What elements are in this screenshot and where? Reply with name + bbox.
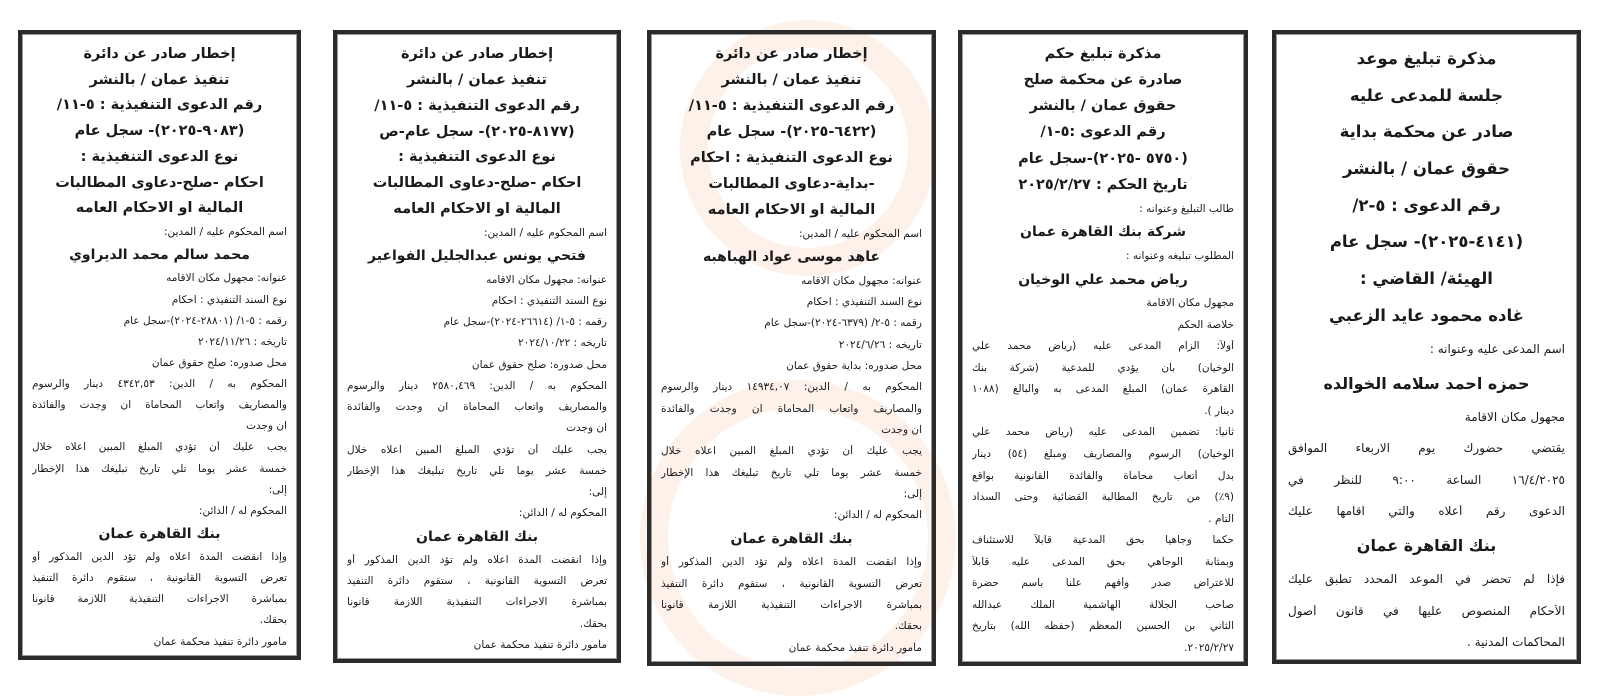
notice-text-line: التام . xyxy=(1208,512,1234,525)
notice-text-line: المحكوم به / الدين: ٤٣٤٢,٥٣ دينار والرسوم xyxy=(32,378,287,391)
notice-text-line: بمباشرة الاجراءات التنفيذية اللازمة قانونا xyxy=(661,598,922,611)
notice-text-line: يجب عليك أن تؤدي المبلغ المبين اعلاه خلال xyxy=(32,441,287,454)
notice-box-judgment-wakhyan xyxy=(958,30,1248,666)
notice-heading-line: المالية او الاحكام العامه xyxy=(75,200,244,217)
notice-text-line: (٩٪) من تاريخ المطالبة القضائية وحتى السداد xyxy=(972,491,1234,504)
notice-heading-line: (٩٠٨٣-٢٠٢٥)- سجل عام xyxy=(74,123,245,140)
notice-text-line: المحكوم به / الدين: ٢٥٨٠,٤٦٩ دينار والرسوم xyxy=(347,379,607,392)
notice-text-line: بحقك. xyxy=(579,617,607,630)
party-name: بنك القاهرة عمان xyxy=(1356,536,1497,555)
notice-text-line: وإذا انقضت المدة اعلاه ولم تؤد الدين المذكور أو xyxy=(347,553,607,566)
notice-box-hearing-khawaldeh xyxy=(1272,30,1581,664)
notice-text-line: ان وجدت xyxy=(246,420,287,433)
notice-box-execution-diraawi xyxy=(18,30,301,660)
notice-text-line: أولاً: الزام المدعى عليه (رياض محمد علي xyxy=(972,340,1234,353)
notice-text-line: محل صدوره: صلح حقوق عمان xyxy=(471,358,607,371)
notice-text-line: والمصاريف واتعاب المحاماة ان وجدت والفائدة xyxy=(661,402,922,415)
notice-text-line: خمسة عشر يوما تلي تاريخ تبليغك هذا الإخطار xyxy=(32,462,287,475)
notice-text-line: وإذا انقضت المدة اعلاه ولم تؤد الدين المذكور أو xyxy=(32,551,287,564)
notice-text-line: عنوانه: مجهول مكان الاقامه xyxy=(486,273,607,286)
notice-heading-line: مذكرة تبليغ موعد xyxy=(1356,50,1497,68)
notice-text-line: الوخيان) بأن يؤدي للمدعية (شركة بنك xyxy=(972,361,1234,374)
notice-text-line: والمصاريف واتعاب المحاماة ان وجدت والفائدة xyxy=(32,399,287,412)
notice-box-execution-fawaeer xyxy=(333,30,621,663)
notice-text-line: للاعتراض صدر وأفهم علناً باسم حضرة xyxy=(972,577,1234,590)
notice-text-line: دينار ). xyxy=(1204,404,1234,417)
notice-heading-line: رقم الدعوى : ٥-٢/ xyxy=(1352,196,1501,215)
notice-text-line: المطلوب تبليغه وعنوانه : xyxy=(1126,250,1234,263)
notice-text-line: رقمه : ٥-٢/ (٦٣٧٩-٢٠٢٤)-سجل عام xyxy=(764,317,922,330)
notice-text-line: مأمور دائرة تنفيذ محكمة عمان xyxy=(153,635,287,648)
notice-heading-line: نوع الدعوى التنفيذية : xyxy=(398,149,556,166)
notice-text-line: تعرض التسوية القانونية ، ستقوم دائرة التنفيذ xyxy=(661,577,922,590)
notice-heading-line: احكام -صلح-دعاوى المطالبات xyxy=(372,175,582,192)
notice-text-line: القاهرة عمان) المبلغ المدعى به والبالغ (١٠٨٨ xyxy=(972,383,1234,396)
notice-text-line: تاريخه : ٢٠٢٤/١١/٢٦ xyxy=(198,335,287,348)
notice-text-line: عنوانه: مجهول مكان الاقامه xyxy=(166,272,287,285)
notice-text-line: اسم المدعى عليه وعنوانه : xyxy=(1429,343,1565,357)
notice-text-line: تعرض التسوية القانونية ، ستقوم دائرة التنفيذ xyxy=(347,575,607,588)
notice-heading-line: (٥٧٥٠ -٢٠٢٥)-سجل عام xyxy=(1018,150,1188,167)
notice-heading-line: (٤١٤١-٢٠٢٥)- سجل عام xyxy=(1329,233,1524,252)
notice-text-line: تعرض التسوية القانونية ، ستقوم دائرة التنفيذ xyxy=(32,572,287,585)
notice-text-line: إلى: xyxy=(588,486,607,499)
party-name: بنك القاهرة عمان xyxy=(416,528,538,545)
notice-heading-line: تاريخ الحكم : ٢٠٢٥/٢/٢٧ xyxy=(1018,176,1188,193)
notice-text-line: بمباشرة الاجراءات التنفيذية اللازمة قانونا xyxy=(347,596,607,609)
notice-text-line: ان وجدت xyxy=(566,422,607,435)
notice-heading-line: رقم الدعوى التنفيذية : ٥-١١/ xyxy=(688,97,895,114)
notice-text-line: نوع السند التنفيذي : احكام xyxy=(806,295,922,308)
notice-text-line: ان وجدت xyxy=(881,424,922,437)
notice-heading-line: نوع الدعوى التنفيذية : xyxy=(80,148,239,165)
notice-heading-line: حقوق عمان / بالنشر xyxy=(1342,160,1511,179)
party-name: حمزه احمد سلامه الخوالده xyxy=(1323,374,1530,393)
notice-text-line: تاريخه : ٢٠٢٤/٦/٢٦ xyxy=(838,338,922,351)
notice-text-line: إلى: xyxy=(903,488,922,501)
notice-heading-line: صادر عن محكمة بداية xyxy=(1339,123,1514,142)
party-name: رياض محمد علي الوخيان xyxy=(1018,271,1188,288)
notice-heading-line: رقم الدعوى التنفيذية : ٥-١١/ xyxy=(374,97,580,114)
notice-text-line: مجهول مكان الاقامة xyxy=(1146,297,1234,310)
notice-heading-line: رقم الدعوى التنفيذية : ٥-١١/ xyxy=(56,97,263,114)
notice-text-line: خمسة عشر يوما تلي تاريخ تبليغك هذا الإخطار xyxy=(347,464,607,477)
notice-text-line: يجب عليك أن تؤدي المبلغ المبين اعلاه خلال xyxy=(661,445,922,458)
notice-text-line: الوخيان) الرسوم والمصاريف ومبلغ (٥٤) دينار xyxy=(972,448,1234,461)
notice-box-execution-habahbeh xyxy=(647,30,936,666)
notice-heading-line: رقم الدعوى :٥-١/ xyxy=(1040,124,1166,141)
party-name: بنك القاهرة عمان xyxy=(730,530,853,547)
notice-heading-line: نوع الدعوى التنفيذية : احكام xyxy=(690,149,893,166)
notice-text-line: طالب التبليغ وعنوانه : xyxy=(1139,202,1234,215)
notice-text-line: فإذا لم تحضر في الموعد المحدد تطبق عليك xyxy=(1288,573,1565,587)
notice-text-line: اسم المحكوم عليه / المدين: xyxy=(799,227,922,240)
notice-text-line: محل صدوره: صلح حقوق عمان xyxy=(151,356,287,369)
notice-text-line: وبمثابة الوجاهي بحق المدعى عليه قابلاً xyxy=(972,555,1234,568)
notice-heading-line: إخطار صادر عن دائرة xyxy=(83,46,236,62)
notice-text-line: حكماً وجاهياً بحق المدعية قابلاً للاستئناف xyxy=(972,534,1234,547)
notice-heading-line: المالية او الاحكام العامه xyxy=(393,201,561,218)
notice-text-line: خلاصة الحكم xyxy=(1177,318,1234,331)
party-name: شركة بنك القاهرة عمان xyxy=(1020,224,1186,241)
notice-heading-line: إخطار صادر عن دائرة xyxy=(715,46,868,62)
notice-text-line: مجهول مكان الاقامة xyxy=(1464,410,1565,424)
notice-text-line: اسم المحكوم عليه / المدين: xyxy=(484,227,607,240)
notice-heading-line: -بداية-دعاوى المطالبات xyxy=(708,175,875,192)
notice-text-line: بدل أتعاب محاماة والفائدة القانونية بواقع xyxy=(972,469,1234,482)
notice-heading-line: تنفيذ عمان / بالنشر xyxy=(89,71,230,88)
notice-text-line: وإذا انقضت المدة اعلاه ولم تؤد الدين المذكور أو xyxy=(661,556,922,569)
notice-text-line: يقتضي حضورك يوم الاربعاء الموافق xyxy=(1288,442,1565,456)
party-name: فتحي يونس عبدالجليل الفواعير xyxy=(368,248,586,265)
notice-heading-line: الهيئة/ القاضي : xyxy=(1360,270,1493,289)
notice-heading-line: حقوق عمان / بالنشر xyxy=(1029,98,1177,115)
notice-text-line: والمصاريف واتعاب المحاماة ان وجدت والفائدة xyxy=(347,401,607,414)
party-name: بنك القاهرة عمان xyxy=(98,525,221,542)
notice-text-line: ثانياً: تضمين المدعى عليه (رياض محمد علي xyxy=(972,426,1234,439)
notice-text-line: تاريخه : ٢٠٢٤/١٠/٢٢ xyxy=(518,337,607,350)
notice-text-line: المحكوم له / الدائن: xyxy=(833,509,922,522)
notice-text-line: ١٦/٤/٢٠٢٥ الساعة ٩:٠٠ للنظر في xyxy=(1288,473,1565,487)
notice-text-line: بحقك. xyxy=(259,614,287,627)
notice-text-line: صاحب الجلالة الهاشمية الملك عبدالله xyxy=(972,598,1234,611)
notice-heading-line: المالية او الاحكام العامه xyxy=(707,201,876,218)
notice-text-line: خمسة عشر يوما تلي تاريخ تبليغك هذا الإخطار xyxy=(661,466,922,479)
notice-heading-line: جلسة للمدعى عليه xyxy=(1349,86,1504,105)
notice-text-line: اسم المحكوم عليه / المدين: xyxy=(164,226,287,239)
notice-text-line: بحقك. xyxy=(894,620,922,633)
notice-heading-line: (٨١٧٧-٢٠٢٥)- سجل عام-ص xyxy=(379,123,575,140)
notice-text-line: رقمه : ٥-١/ (٢٨٨٠١-٢٠٢٤)-سجل عام xyxy=(123,314,287,327)
notice-text-line: المحكوم له / الدائن: xyxy=(518,507,607,520)
party-name: محمد سالم محمد الديراوي xyxy=(69,247,250,264)
notice-text-line: نوع السند التنفيذي : احكام xyxy=(491,294,607,307)
notice-text-line: بمباشرة الاجراءات التنفيذية اللازمة قانونا xyxy=(32,593,287,606)
notice-text-line: إلى: xyxy=(268,483,287,496)
notice-heading-line: احكام -صلح-دعاوى المطالبات xyxy=(55,174,264,191)
notice-text-line: المحكوم به / الدين: ١٤٩٣٤,٠٧ دينار والرسوم xyxy=(661,381,922,394)
notice-text-line: الدعوى رقم أعلاه والتي اقامها عليك xyxy=(1288,505,1565,519)
notice-text-line: الأحكام المنصوص عليها في قانون أصول xyxy=(1288,604,1565,618)
notice-text-line: يجب عليك أن تؤدي المبلغ المبين اعلاه خلال xyxy=(347,443,607,456)
notice-text-line: المحكوم له / الدائن: xyxy=(198,504,287,517)
notice-heading-line: تنفيذ عمان / بالنشر xyxy=(721,71,862,88)
notice-heading-line: مذكرة تبليغ حكم xyxy=(1044,46,1162,62)
notice-heading-line: صادرة عن محكمة صلح xyxy=(1023,72,1183,89)
notice-text-line: رقمه : ٥-١/ (٢٦٦١٤-٢٠٢٤)-سجل عام xyxy=(443,316,607,329)
notice-text-line: الثاني بن الحسين المعظم (حفظه الله) بتاريخ xyxy=(972,620,1234,633)
notice-text-line: محل صدوره: بداية حقوق عمان xyxy=(786,359,922,372)
party-name: عاهد موسى عواد الهباهبه xyxy=(702,249,881,266)
notice-heading-line: (٦٤٢٢-٢٠٢٥)- سجل عام xyxy=(706,123,877,140)
notice-heading-line: إخطار صادر عن دائرة xyxy=(400,46,554,62)
notice-heading-line: غاده محمود عايد الزعبي xyxy=(1329,306,1524,325)
notice-text-line: مأمور دائرة تنفيذ محكمة عمان xyxy=(788,641,922,654)
notice-text-line: مأمور دائرة تنفيذ محكمة عمان xyxy=(473,638,607,651)
notice-text-line: عنوانه: مجهول مكان الاقامه xyxy=(801,274,922,287)
notice-heading-line: تنفيذ عمان / بالنشر xyxy=(406,71,547,88)
notice-text-line: المحاكمات المدنية . xyxy=(1467,636,1565,650)
notice-text-line: ٢٠٢٥/٢/٢٧. xyxy=(1184,641,1234,654)
notice-text-line: نوع السند التنفيذي : احكام xyxy=(171,293,287,306)
